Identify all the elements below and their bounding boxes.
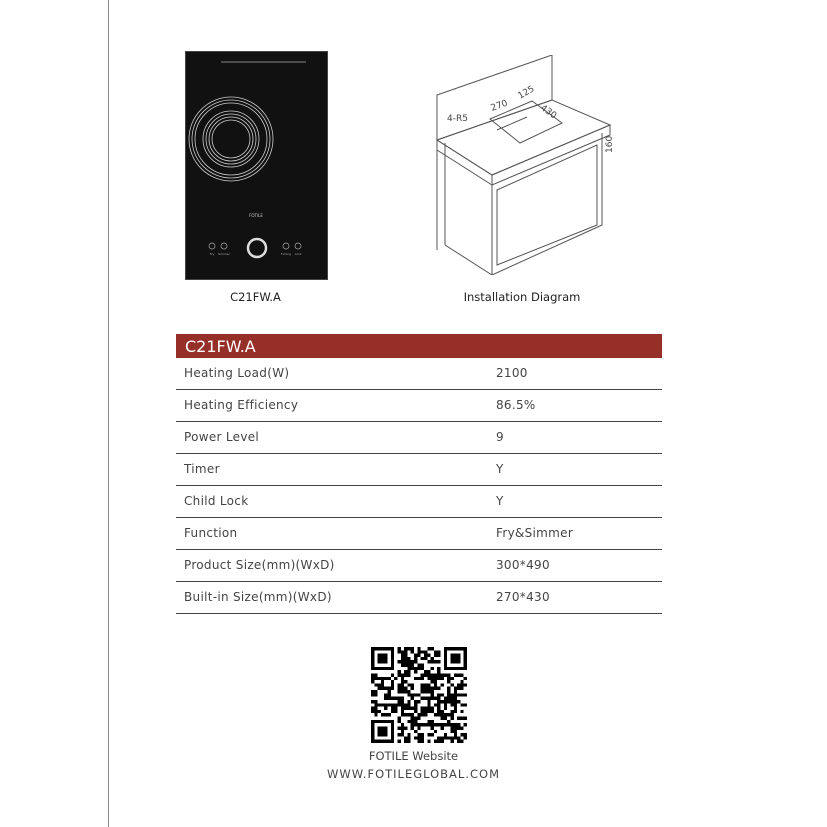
spec-value: 300*490 (496, 558, 550, 572)
cooktop-image (185, 51, 328, 280)
dim-width: 270 (489, 98, 510, 114)
cooktop-brand: FOTILE (249, 213, 263, 218)
spec-value: Fry&Simmer (496, 526, 574, 540)
dim-height: 160 (605, 135, 615, 153)
spec-value: Y (496, 494, 504, 508)
spec-table (176, 334, 662, 614)
spec-label: Child Lock (184, 494, 249, 508)
spec-label: Timer (184, 462, 220, 476)
spec-row (176, 454, 662, 486)
timing-label: Timing (280, 252, 292, 256)
spec-row (176, 550, 662, 582)
spec-value: 2100 (496, 366, 528, 380)
spec-row (176, 358, 662, 390)
spec-row (176, 422, 662, 454)
spec-label: Built-in Size(mm)(WxD) (184, 590, 332, 604)
qr-code[interactable] (371, 647, 467, 747)
spec-label: Power Level (184, 430, 260, 444)
installation-diagram (432, 55, 617, 279)
dim-gap: 125 (516, 84, 537, 102)
diagram-caption: Installation Diagram (463, 290, 581, 304)
spec-row (176, 390, 662, 422)
spec-value: 86.5% (496, 398, 536, 412)
spec-value: Y (496, 462, 504, 476)
fry-label: Fry (209, 252, 215, 256)
simmer-label: Simmer (218, 252, 230, 256)
dim-depth: 430 (538, 103, 559, 122)
spec-row (176, 486, 662, 518)
spec-row (176, 518, 662, 550)
product-caption: C21FW.A (230, 290, 281, 304)
qr-label: FOTILE Website (368, 749, 459, 763)
lock-label: Lock (294, 252, 302, 256)
spec-label: Product Size(mm)(WxD) (184, 558, 335, 572)
spec-label: Heating Load(W) (184, 366, 290, 380)
spec-label: Heating Efficiency (184, 398, 299, 412)
spec-value: 270*430 (496, 590, 550, 604)
spec-row (176, 582, 662, 614)
spec-table-title: C21FW.A (176, 334, 662, 358)
page-margin-line (108, 0, 109, 827)
dim-radius: 4-R5 (447, 114, 468, 124)
spec-value: 9 (496, 430, 504, 444)
spec-label: Function (184, 526, 238, 540)
website-url[interactable]: WWW.FOTILEGLOBAL.COM (327, 767, 500, 781)
